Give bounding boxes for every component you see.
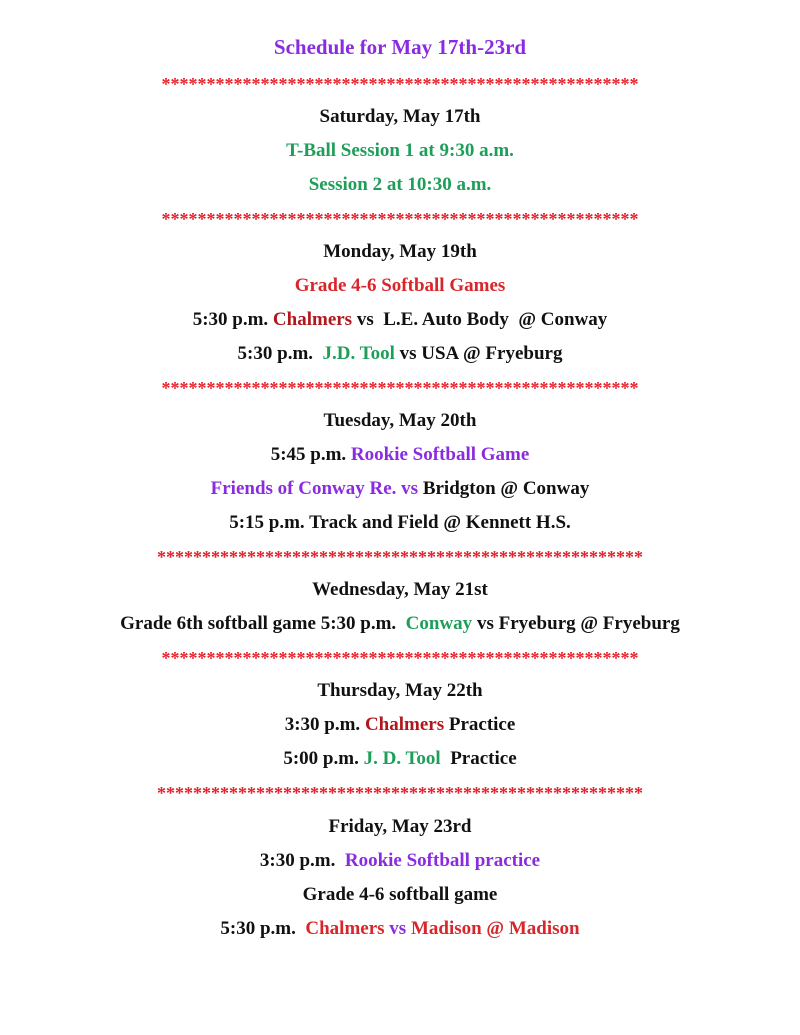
practice-time: 3:30 p.m. [284,714,365,735]
rookie-softball-practice-label: Rookie Softball practice [344,850,541,871]
game-time: 5:30 p.m. [220,918,306,939]
separator-long: ****************************************************** [157,547,643,567]
game-time: 5:30 p.m. [192,309,273,330]
thursday-practice-2 [0,747,800,771]
practice-label: Practice [440,748,517,769]
practice-label: Practice [444,714,516,735]
thursday-practice-1 [0,713,800,737]
team-conway: Conway [405,613,473,634]
saturday-session-1: T-Ball Session 1 at 9:30 a.m. [286,140,514,161]
page-title: Schedule for May 17th-23rd [273,35,527,59]
friday-rookie-practice [0,849,800,873]
team-chalmers: Chalmers [305,918,385,939]
separator: ***************************************************** [161,378,639,398]
wednesday-game [0,612,800,636]
tuesday-day: Tuesday, May 20th [323,410,477,431]
monday-game-2 [0,342,800,366]
vs-label: vs [384,918,411,939]
tuesday-matchup [0,477,800,501]
team-madison: Madison @ Madison [410,918,580,939]
separator: ***************************************************** [161,648,639,668]
saturday-session-2: Session 2 at 10:30 a.m. [308,174,492,195]
team-friends-of-conway: Friends of Conway Re. vs [210,478,419,499]
game-prefix: Grade 6th softball game 5:30 p.m. [120,613,406,634]
separator: ***************************************************** [161,74,639,94]
game-details: vs L.E. Auto Body @ Conway [352,309,608,330]
monday-day: Monday, May 19th [323,241,477,262]
separator-long: ****************************************************** [157,783,643,803]
team-chalmers: Chalmers [272,309,353,330]
friday-grade-game: Grade 4-6 softball game [302,884,498,905]
team-jd-tool: J.D. Tool [322,343,395,364]
friday-game [0,917,800,941]
monday-heading: Grade 4-6 Softball Games [294,275,506,296]
rookie-softball-label: Rookie Softball Game [350,444,530,465]
game-details: vs USA @ Fryeburg [394,343,563,364]
tuesday-rookie-game [0,443,800,467]
friday-day: Friday, May 23rd [328,816,472,837]
practice-time: 5:00 p.m. [283,748,364,769]
team-chalmers: Chalmers [364,714,445,735]
tuesday-track: 5:15 p.m. Track and Field @ Kennett H.S. [229,512,571,533]
game-time: 5:45 p.m. [270,444,351,465]
thursday-day: Thursday, May 22th [317,680,483,701]
team-jd-tool: J. D. Tool [363,748,441,769]
practice-time: 3:30 p.m. [259,850,345,871]
game-time: 5:30 p.m. [237,343,323,364]
game-details: vs Fryeburg @ Fryeburg [472,613,680,634]
monday-game-1 [0,308,800,332]
saturday-day: Saturday, May 17th [319,106,481,127]
game-details: Bridgton @ Conway [418,478,590,499]
wednesday-day: Wednesday, May 21st [312,579,488,600]
separator: ***************************************************** [161,209,639,229]
